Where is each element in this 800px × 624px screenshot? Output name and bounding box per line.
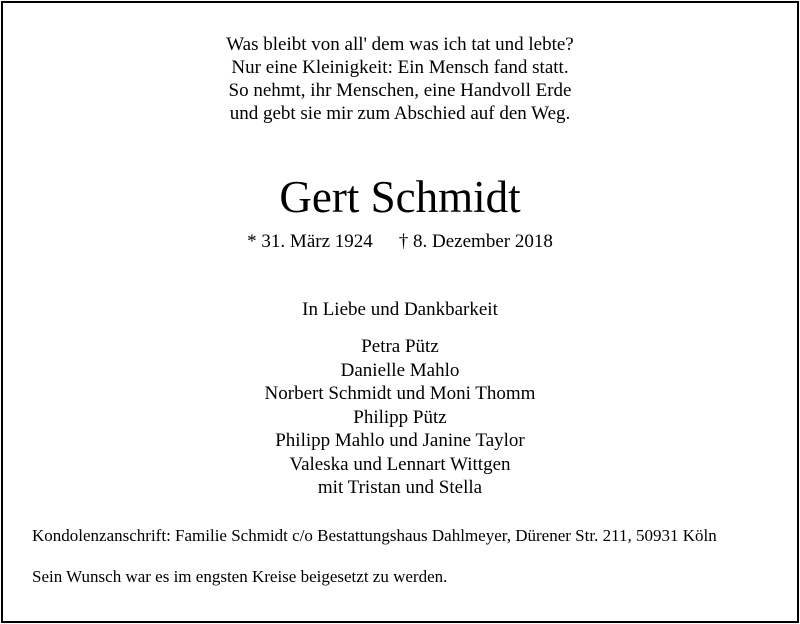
condolence-address: Kondolenzanschrift: Familie Schmidt c/o Bestattungshaus Dahlmeyer, Dürener Str. 211, 50931 Köln: [32, 526, 717, 545]
mourner: Danielle Mahlo: [340, 359, 460, 381]
deceased-name: Gert Schmidt: [279, 172, 521, 222]
poem-line: Was bleibt von all' dem was ich tat und lebte?: [226, 34, 574, 55]
mourner: Philipp Pütz: [353, 406, 447, 428]
poem-line: und gebt sie mir zum Abschied auf den Weg.: [229, 103, 571, 124]
poem: [0, 33, 800, 125]
mourner: Norbert Schmidt und Moni Thomm: [264, 383, 536, 404]
life-dates: [0, 230, 800, 254]
mourner: Valeska und Lennart Wittgen: [289, 453, 511, 475]
mourners-list: [0, 335, 800, 500]
poem-line: Nur eine Kleinigkeit: Ein Mensch fand statt.: [231, 57, 569, 78]
poem-line: So nehmt, ihr Menschen, eine Handvoll Erde: [228, 80, 572, 101]
mourner: mit Tristan und Stella: [317, 477, 483, 498]
mourner: Petra Pütz: [361, 336, 439, 357]
funeral-note: Sein Wunsch war es im engsten Kreise beigesetzt zu werden.: [32, 567, 448, 586]
death-date: † 8. Dezember 2018: [398, 231, 553, 252]
dedication: In Liebe und Dankbarkeit: [302, 299, 498, 320]
mourner: Philipp Mahlo und Janine Taylor: [275, 430, 525, 451]
birth-date: * 31. März 1924: [247, 231, 373, 252]
